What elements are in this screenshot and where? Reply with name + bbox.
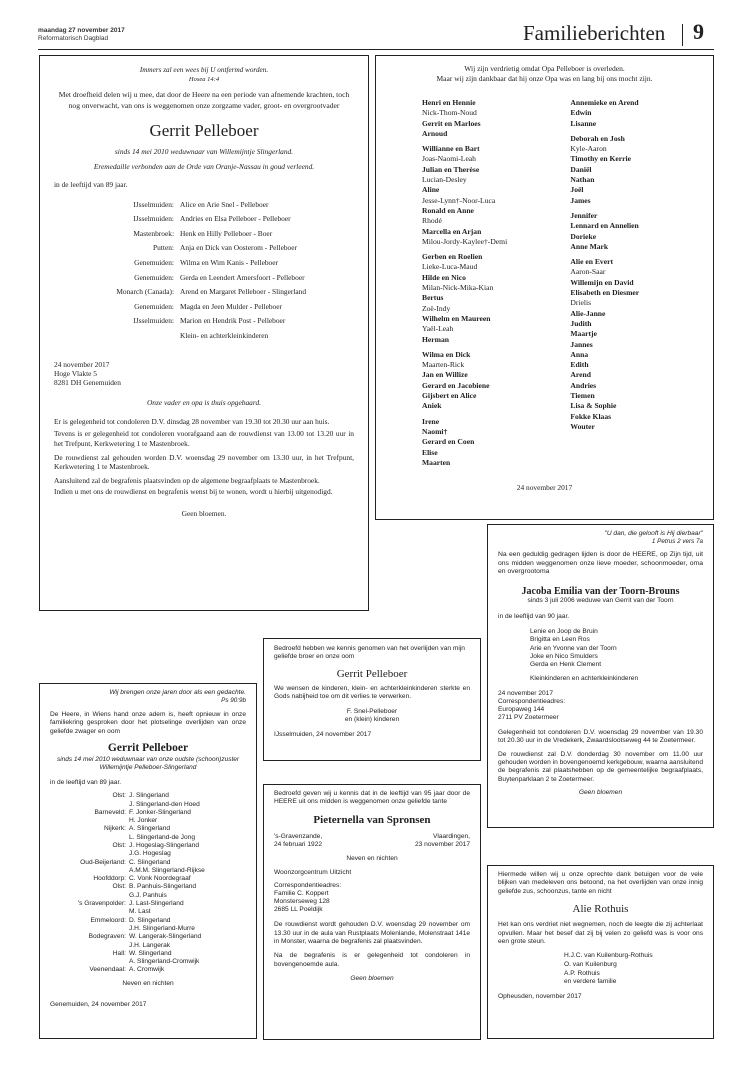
obituary-gerrit-pelleboer-sister	[263, 638, 481, 761]
masthead-date-block	[38, 27, 125, 43]
grandchild-name: Marcella en Arjan	[422, 226, 482, 236]
thank-you-text: Het kan ons verdriet niet wegnemen, noch de leegte die zij achterlaat opvullen. Maar het besef dat zij bij velen zo geliefd was is voor ons een grote steun.	[498, 921, 703, 946]
death-date: 23 november 2017	[415, 841, 470, 849]
section-title: Familieberichten	[523, 21, 666, 45]
address-block	[274, 882, 470, 914]
family-member: Gerda en Henk Clement	[530, 661, 602, 669]
family-place: Hoofddorp:	[93, 875, 126, 883]
family-row	[50, 842, 246, 850]
family-row	[50, 792, 246, 800]
grandchild-name: Gerrit en Marloes	[422, 118, 481, 128]
nephews-nieces: Neven en nichten	[122, 979, 174, 987]
family-names: A. Cromwijk	[129, 966, 165, 974]
condolence-info: Na de begrafenis is er gelegenheid tot condoleren in bovengenoemde aula.	[274, 952, 470, 968]
family-place	[50, 908, 129, 916]
family-row	[50, 883, 246, 891]
family-names: C. Slingerland	[129, 858, 171, 866]
funeral-info: De rouwdienst wordt gehouden D.V. woensdag 29 november om 13.30 uur in de aula van Rustplaats Molenlande, Molenstraat 141e in Monster, waarna de begrafenis zal plaatsvinden.	[274, 921, 470, 946]
grandchild-name: Nick-Thom-Noud	[422, 108, 477, 118]
grandchild-name: Jesse-Lynn†-Noor-Luca	[422, 195, 496, 205]
signatory-2: O. van Kuilenburg	[564, 961, 617, 969]
laid-out-note: Onze vader en opa is thuis opgebaard.	[146, 397, 262, 407]
address-label: Correspondentieadres:	[274, 882, 342, 890]
family-names: M. Last	[129, 908, 151, 916]
family-row	[50, 958, 246, 966]
signatories	[498, 952, 703, 986]
grandchild-name: Judith	[570, 318, 592, 328]
issue-date: maandag 27 november 2017	[38, 27, 125, 34]
family-names: A. Slingerland-Cromwijk	[129, 958, 200, 966]
address-city: 2685 LL Poeldijk	[274, 906, 323, 914]
address-street: Hoge Vlakte 5	[54, 368, 97, 378]
family-names: L. Slingerland-de Jong	[129, 833, 195, 841]
family-member: Brigitta en Leen Ros	[530, 636, 590, 644]
grandchild-name: Milan-Nick-Mika-Kian	[422, 283, 494, 293]
grandchild-name: Julian en Therèse	[422, 164, 480, 174]
deceased-name: Gerrit Pelleboer	[149, 121, 259, 141]
family-row	[54, 329, 354, 344]
grandchild-name: Timothy en Kerrie	[570, 154, 631, 164]
name-group	[570, 257, 699, 432]
sympathy-text: We wensen de kinderen, klein- en achterkleinkinderen sterkte en Gods nabijheid toe om dit verlies te verwerken.	[274, 684, 470, 701]
family-list	[54, 198, 354, 344]
family-names: Arend en Margaret Pelleboer - Slingerland	[180, 287, 307, 297]
family-member: Lenie en Joop de Bruin	[530, 627, 598, 635]
address-street: Monsterseweg 128	[274, 898, 330, 906]
family-place: IJsselmuiden:	[133, 199, 174, 209]
death-place: Vlaardingen,	[432, 832, 470, 840]
no-flowers: Geen bloemen	[350, 975, 394, 983]
family-place: Bodegraven:	[88, 933, 126, 941]
family-row	[54, 300, 354, 315]
age-line: in de leeftijd van 89 jaar.	[54, 180, 128, 190]
signatory-4: en verdere familie	[564, 978, 617, 986]
address-block	[498, 690, 703, 722]
family-names: Henk en Hilly Pelleboer - Boer	[180, 228, 273, 238]
family-names: J.H. Slingerland-Murre	[129, 924, 195, 932]
nephews-nieces: Neven en nichten	[346, 855, 398, 863]
address-block	[54, 360, 354, 388]
grandchild-name: Kyle-Aaron	[570, 144, 607, 154]
widower-note: sinds 14 mei 2010 weduwnaar van onze oudste (schoon)zuster Willemijntje Pelleboer-Slingerland	[56, 756, 240, 772]
deceased-name: Gerrit Pelleboer	[336, 667, 408, 680]
address-name: Familie C. Koppert	[274, 890, 329, 898]
name-group	[570, 134, 699, 206]
grandchild-name: Alie-Janne	[570, 308, 606, 318]
family-row	[50, 900, 246, 908]
family-member: Arie en Yvonne van der Toorn	[530, 644, 617, 652]
family-names: Andries en Elsa Pelleboer - Pelleboer	[180, 214, 291, 224]
family-names: H. Jonker	[129, 817, 158, 825]
birth-death-block	[274, 833, 470, 849]
funeral-info: De rouwdienst zal D.V. donderdag 30 november om 11.00 uur gehouden worden in bovengenoemd kerkgebouw, waarna aansluitend de begrafenis zal plaatshebben op de gemeentelijke begraafplaats, Buytenparklaan 2 te Zoetermeer.	[498, 750, 703, 783]
condolence-info: Er is gelegenheid tot condoleren D.V. dinsdag 28 november van 19.30 tot 20.30 uur aan huis.	[54, 417, 330, 427]
family-place	[50, 942, 129, 950]
grandchild-name: Jennifer	[570, 210, 598, 220]
name-group	[422, 144, 570, 247]
family-names: Magda en Jeen Mulder - Pelleboer	[180, 301, 282, 311]
deceased-name: Gerrit Pelleboer	[107, 742, 189, 755]
family-names: A.M.M. Slingerland-Rijkse	[129, 866, 205, 874]
family-names: B. Panhuis-Slingerland	[129, 883, 197, 891]
family-place	[50, 867, 129, 875]
page-number: 9	[693, 19, 704, 44]
burial-info: Aansluitend zal de begrafenis plaatsvinden op de algemene begraafplaats te Mastenbroek.	[54, 476, 320, 486]
signatory-3: A.P. Rothuis	[564, 969, 600, 977]
family-place	[50, 801, 129, 809]
paper-name: Reformatorisch Dagblad	[38, 35, 109, 42]
grandchildren-line-1: Wij zijn verdrietig omdat Opa Pelleboer is overleden.	[464, 64, 625, 73]
family-place: Hall:	[112, 949, 126, 957]
family-place: Putten:	[153, 243, 174, 253]
grandchild-name: Anne Mark	[570, 241, 609, 251]
family-names: Klein- en achterkleinkinderen	[180, 330, 269, 340]
family-names: J. Slingerland-den Hoed	[129, 800, 200, 808]
family-row	[50, 850, 246, 858]
bible-reference: Hosea 14:4	[188, 76, 220, 84]
family-place	[50, 834, 129, 842]
family-names: Anja en Dick van Oosterom - Pelleboer	[180, 243, 297, 253]
grandchildren-column-left	[422, 98, 570, 473]
name-group	[422, 252, 570, 345]
no-flowers: Geen bloemen	[578, 789, 623, 797]
family-row	[50, 825, 246, 833]
family-names: Marion en Hendrik Post - Pelleboer	[180, 316, 286, 326]
grandchild-name: Lisanne	[570, 118, 597, 128]
bible-reference: Ps 90:9b	[221, 697, 246, 704]
grandchild-name: Tiemen	[570, 391, 595, 401]
grandchild-name: Ronald en Anne	[422, 205, 474, 215]
family-place: Emmeloord:	[90, 916, 126, 924]
announcement-intro: Na een geduldig gedragen lijden is door de HEERE, op Zijn tijd, uit ons midden weggenomen onze lieve moeder, schoonmoeder, oma en overgrootoma	[498, 551, 703, 576]
grandchild-name: Joël	[570, 185, 584, 195]
message-date: 24 november 2017	[516, 483, 573, 493]
family-place: Veenendaal:	[89, 966, 126, 974]
grandchild-name: Bertus	[422, 293, 444, 303]
grandchild-name: Deborah en Josh	[570, 133, 625, 143]
grandchild-name: Daniël	[570, 164, 592, 174]
family-row	[54, 212, 354, 227]
birth-place: 's-Gravenzande,	[274, 832, 323, 840]
grandchild-name: Maarten-Rick	[422, 360, 465, 370]
grandchild-name: Lennard en Annelien	[570, 221, 639, 231]
grandchildren-column-right	[570, 98, 699, 473]
family-list	[498, 628, 703, 670]
grandchild-name: Wouter	[570, 421, 595, 431]
deceased-name: Pieternella van Spronsen	[313, 813, 431, 826]
grandchild-name: Joas-Naomi-Leah	[422, 154, 476, 164]
family-row	[50, 966, 246, 974]
family-row	[50, 942, 246, 950]
family-row	[50, 834, 246, 842]
bible-quote: Immers zal een wees bij U ontfermd worden.	[139, 66, 269, 74]
grandchild-name: Lisa & Sophie	[570, 401, 617, 411]
family-row	[50, 859, 246, 867]
obituary-jacoba-van-der-toorn	[487, 524, 714, 828]
header-rule	[38, 49, 714, 50]
grandchildren-line-2: Maar wij zijn dankbaar dat hij onze Opa was en lang bij ons mocht zijn.	[436, 74, 653, 83]
bible-quote: Wij brengen onze jaren door als een gedachte.	[109, 689, 246, 696]
family-place: IJsselmuiden:	[133, 316, 174, 326]
condolence-info: Gelegenheid tot condoleren D.V. woensdag 29 november van 19.30 tot 20.30 uur in de Vredekerk, Zwaardslootseweg 44 te Zoetermeer.	[498, 728, 703, 745]
grandchild-name: Wilhelm en Maureen	[422, 313, 491, 323]
family-names: W. Langerak-Slingerland	[129, 933, 202, 941]
family-row	[54, 271, 354, 286]
grandchild-name: Milou-Jordy-Kaylee†-Demi	[422, 236, 508, 246]
place-date: Opheusden, november 2017	[498, 992, 582, 1000]
birth-date: 24 februari 1922	[274, 841, 323, 849]
grandchild-name: Gerard en Coen	[422, 437, 475, 447]
grandchild-name: Zoë-Indy	[422, 303, 451, 313]
grandchild-name: Alie en Evert	[570, 257, 613, 267]
deceased-name: Jacoba Emilia van der Toorn-Brouns	[521, 585, 680, 597]
grandchild-name: Gerben en Roelien	[422, 252, 483, 262]
family-names: C. Vonk Noordegraaf	[129, 875, 191, 883]
grandchild-name: Naomi†	[422, 426, 448, 436]
address-date: 24 november 2017	[498, 689, 553, 697]
age-line: in de leeftijd van 89 jaar.	[50, 779, 122, 787]
family-names: J. Last-Slingerland	[129, 900, 184, 908]
family-place: Oud-Beijerland:	[80, 858, 126, 866]
invitation-info: Indien u met ons de rouwdienst en begrafenis wenst bij te wonen, wordt u hierbij uitgenodigd.	[54, 486, 333, 496]
grandchild-name: Arend	[570, 370, 591, 380]
family-row	[54, 241, 354, 256]
family-names: Gerda en Leendert Amersfoort - Pelleboer	[180, 272, 305, 282]
signatory-1: F. Snel-Pelleboer	[346, 707, 398, 715]
no-flowers: Geen bloemen.	[181, 508, 227, 518]
family-place: Genemuiden:	[134, 258, 174, 267]
announcement-intro: Bedroefd geven wij u kennis dat in de leeftijd van 95 jaar door de HEERE uit ons midden is weggenomen onze geliefde tante	[274, 790, 470, 806]
grandchild-name: Aaron-Saar	[570, 267, 606, 277]
signatory-1: H.J.C. van Kuilenburg-Rothuis	[564, 952, 653, 960]
bible-reference: 1 Petrus 2 vers 7a	[651, 538, 703, 545]
family-row	[50, 809, 246, 817]
grandchild-name: Lucian-Desley	[422, 175, 467, 185]
family-place	[54, 329, 180, 344]
announcement-intro: De Heere, in Wiens hand onze adem is, heeft opnieuw in onze familiekring gesproken door het plotselinge overlijden van onze geliefde zwager en oom	[50, 711, 246, 735]
place-date: Genemuiden, 24 november 2017	[50, 1000, 147, 1008]
family-place: Mastenbroek:	[133, 228, 174, 238]
family-row	[50, 917, 246, 925]
family-names: W. Slingerland	[129, 949, 172, 957]
family-row	[54, 314, 354, 329]
grandchild-name: Rhodé	[422, 216, 442, 226]
family-row	[54, 198, 354, 213]
grandchild-name: Maartje	[570, 329, 597, 339]
family-names: G.J. Panhuis	[129, 891, 167, 899]
widower-note: sinds 14 mei 2010 weduwnaar van Willemijntje Slingerland.	[114, 147, 294, 157]
address-date: 24 november 2017	[54, 359, 110, 369]
family-place: 's Gravenpolder:	[77, 900, 126, 908]
grandchild-name: Edith	[570, 360, 589, 370]
grandchild-name: Drielis	[570, 298, 592, 308]
thank-you-intro: Hiermede willen wij u onze oprechte dank betuigen voor de vele blijken van medeleven ons betoond, na het overlijden van onze innig geliefde zus, schoonzus, tante en nicht	[498, 871, 703, 895]
grandchild-name: James	[570, 195, 591, 205]
family-row	[50, 908, 246, 916]
obituary-pieternella-van-spronsen	[263, 784, 481, 1040]
grandchild-name: Maarten	[422, 457, 451, 467]
grandchild-name: Herman	[422, 334, 449, 344]
grandchild-name: Willemijn en David	[570, 277, 634, 287]
grandchild-name: Gerard en Jacobiene	[422, 380, 490, 390]
grandchild-name: Willianne en Bart	[422, 144, 480, 154]
family-row	[50, 875, 246, 883]
thank-you-alie-rothuis	[487, 865, 714, 1039]
family-place	[50, 892, 129, 900]
family-names: J.H. Langerak	[129, 941, 171, 949]
family-place: Barneveld:	[94, 808, 126, 816]
grandchild-name: Andries	[570, 380, 597, 390]
family-place: Olst:	[112, 792, 126, 800]
name-group	[422, 350, 570, 412]
grandchild-name: Dorieke	[570, 231, 597, 241]
family-names: Wilma en Wim Kanis - Pelleboer	[180, 258, 278, 267]
family-place	[50, 817, 129, 825]
name-group	[422, 98, 570, 139]
grandchild-name: Henri en Hennie	[422, 98, 476, 107]
grandchild-name: Wilma en Dick	[422, 349, 471, 359]
family-row	[54, 227, 354, 242]
obituary-gerrit-pelleboer-in-laws	[39, 683, 257, 1039]
grandchild-name: Arnoud	[422, 128, 448, 138]
family-names: A. Slingerland	[129, 825, 171, 833]
grandchild-name: Edwin	[570, 108, 592, 118]
family-row	[50, 817, 246, 825]
grandchild-name: Gijsbert en Alice	[422, 391, 477, 401]
family-names: J. Slingerland	[129, 792, 169, 800]
condolence-service-info: Tevens is er gelegenheid tot condoleren voorafgaand aan de rouwdienst van 13.00 tot 13.20 uur in het Trefpunt, Kerkwetering 1 te Mastenbroek.	[54, 428, 354, 448]
announcement-intro: Bedroefd hebben we kennis genomen van het overlijden van mijn geliefde broer en onze oom	[274, 645, 465, 661]
grandchild-name: Yaël-Leah	[422, 324, 454, 334]
age-line: in de leeftijd van 90 jaar.	[498, 612, 570, 620]
obituary-gerrit-pelleboer-family	[39, 55, 369, 611]
family-place	[50, 958, 129, 966]
family-row	[54, 285, 354, 300]
family-place: Olst:	[112, 883, 126, 891]
grandchild-name: Irene	[422, 416, 440, 426]
name-group	[422, 417, 570, 468]
grandchildren-line: Kleinkinderen en achterkleinkinderen	[530, 674, 639, 682]
address-label: Correspondentieadres:	[498, 697, 566, 705]
family-names: F. Jonker-Slingerland	[129, 808, 191, 816]
family-names: D. Slingerland	[129, 916, 171, 924]
family-names: Alice en Arie Snel - Pelleboer	[180, 199, 269, 209]
family-row	[50, 867, 246, 875]
grandchild-name: Aniek	[422, 401, 442, 411]
announcement-intro: Met droefheid delen wij u mee, dat door de Heere na een periode van afnemende krachten, toch nog onverwacht, van ons is weggenomen onze zorgzame vader, groot- en overgrootvader	[58, 90, 350, 110]
address-city: 8281 DH Genemuiden	[54, 378, 121, 388]
bible-quote: "U dan, die gelooft is Hij dierbaar"	[604, 530, 703, 537]
signatory-2: en (klein) kinderen	[344, 716, 400, 724]
grandchild-name: Elisabeth en Diesmer	[570, 288, 640, 298]
family-row	[50, 950, 246, 958]
grandchild-name: Jan en Willize	[422, 370, 468, 380]
header-divider	[682, 24, 683, 46]
grandchild-name: Elise	[422, 447, 438, 457]
name-group	[570, 211, 699, 252]
funeral-service-info: De rouwdienst zal gehouden worden D.V. woensdag 29 november om 13.30 uur, in het Trefpunt, Kerkwetering 1 te Mastenbroek.	[54, 452, 354, 472]
grandchild-name: Fokke Klaas	[570, 411, 612, 421]
grandchild-name: Anna	[570, 349, 589, 359]
family-row	[50, 933, 246, 941]
family-names: J. Hogeslag-Slingerland	[129, 842, 200, 849]
family-place: Nijkerk:	[104, 825, 126, 833]
deceased-name: Alie Rothuis	[572, 903, 629, 916]
grandchildren-message	[375, 55, 714, 520]
grandchild-name: Jannes	[570, 339, 593, 349]
family-list	[50, 792, 246, 975]
grandchild-name: Lieke-Luca-Maud	[422, 262, 478, 272]
family-place: IJsselmuiden:	[133, 214, 174, 224]
grandchild-name: Nathan	[570, 175, 595, 185]
family-row	[50, 801, 246, 809]
address-street: Europaweg 144	[498, 705, 545, 713]
grandchild-name: Hilde en Nico	[422, 272, 466, 282]
honour-note: Eremedaille verbonden aan de Orde van Oranje-Nassau in goud verleend.	[93, 161, 315, 171]
family-row	[50, 892, 246, 900]
address-city: 2711 PV Zoetermeer	[498, 713, 559, 721]
family-place: Olst:	[112, 842, 126, 849]
family-place: Genemuiden:	[134, 272, 174, 282]
widow-note: sinds 3 juli 2006 weduwe van Gerrit van der Toorn	[527, 596, 674, 604]
family-member: Joke en Nico Smulders	[530, 653, 598, 660]
place-date: IJsselmuiden, 24 november 2017	[274, 731, 372, 739]
family-names: J.G. Hogeslag	[129, 850, 171, 858]
family-row	[50, 925, 246, 933]
family-place: Genemuiden:	[134, 301, 174, 311]
family-place	[50, 925, 129, 933]
signatories	[274, 708, 470, 725]
name-group	[570, 98, 699, 129]
family-place: Monarch (Canada):	[116, 287, 174, 297]
care-home: Woonzorgcentrum Uitzicht	[274, 869, 352, 877]
family-place	[50, 850, 129, 858]
grandchild-name: Annemieke en Arend	[570, 98, 639, 107]
family-row	[54, 256, 354, 271]
grandchild-name: Aline	[422, 185, 440, 195]
